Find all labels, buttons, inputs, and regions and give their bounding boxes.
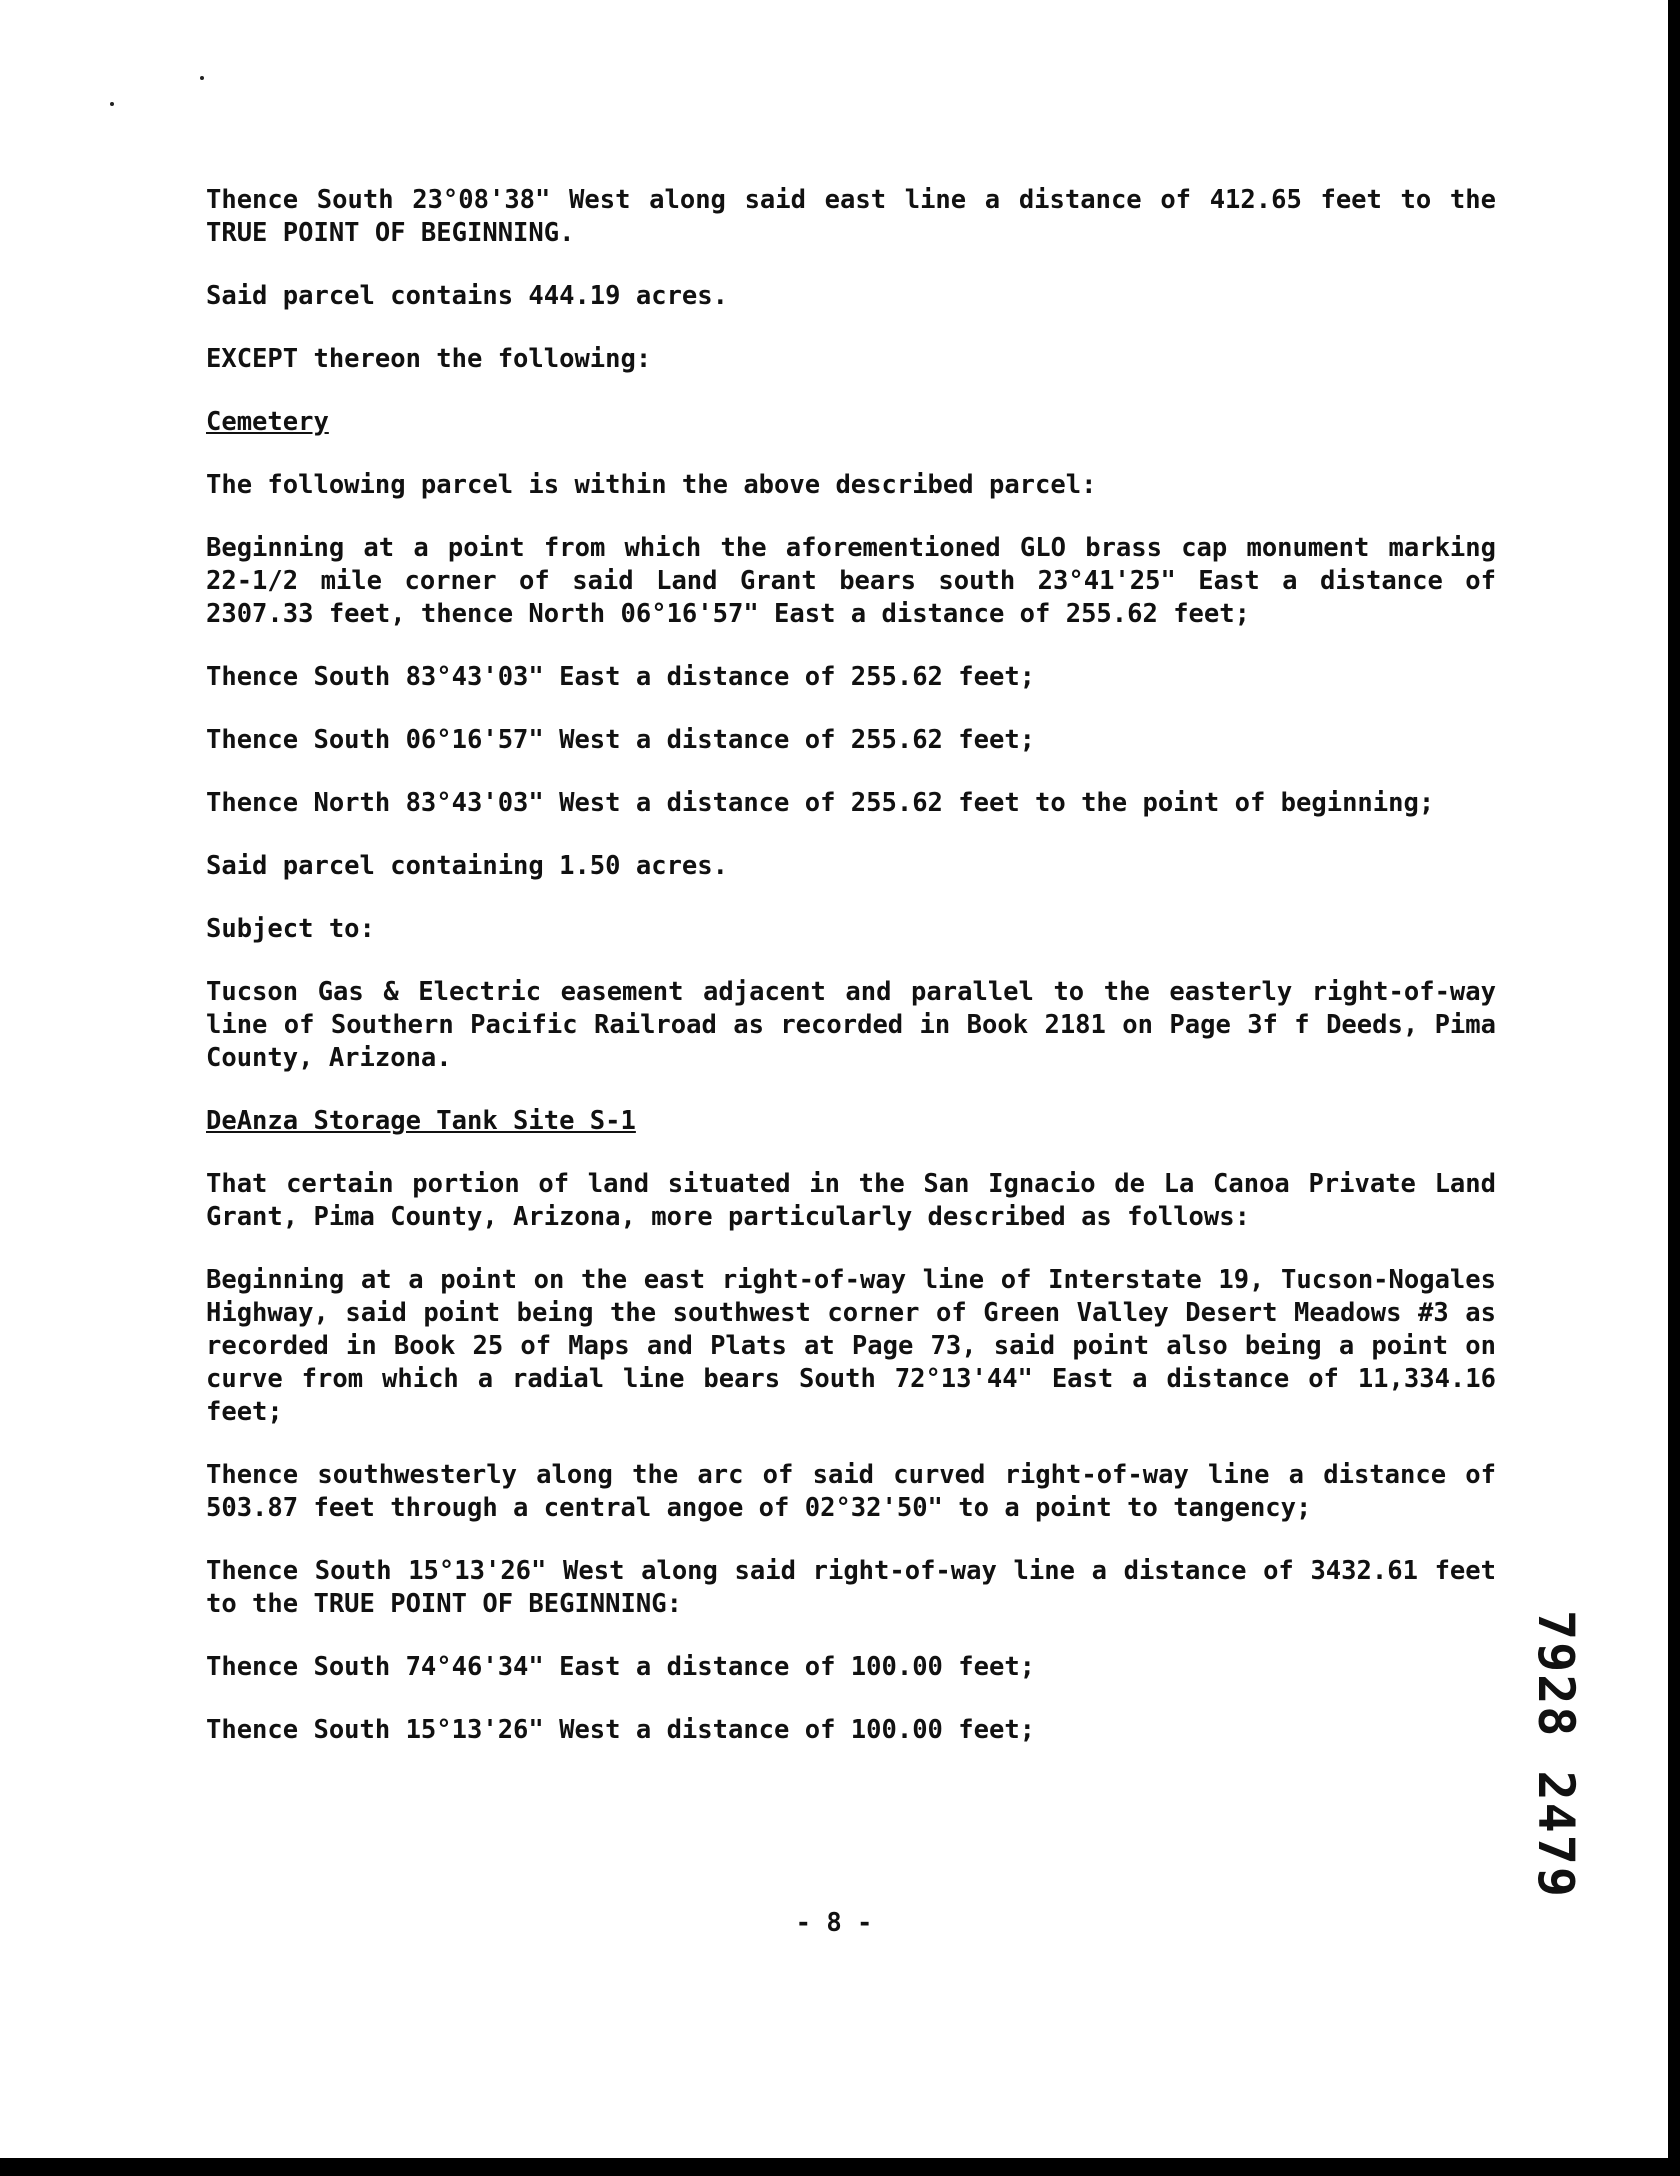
paragraph: Beginning at a point on the east right-of-way line of Interstate 19, Tucson-Nogales Highway, said point being the southwest corner of Green Valley Desert Meadows #3 as recorded in Book 25 of Maps and Plats at Page 73, said point also being a point on curve from which a radial line bears South 72°13'44" East a distance of 11,334.16 feet;: [206, 1265, 1496, 1427]
paragraph: Thence southwesterly along the arc of said curved right-of-way line a distance of 503.87 feet through a central angoe of 02°32'50" to a point to tangency;: [206, 1460, 1496, 1523]
page-number: - 8 -: [795, 1908, 873, 1938]
paragraph: Said parcel containing 1.50 acres.: [206, 851, 728, 881]
paragraph: The following parcel is within the above described parcel:: [206, 470, 1097, 500]
section-heading-cemetery: Cemetery: [206, 407, 329, 437]
scan-speck: [200, 76, 204, 80]
paragraph: That certain portion of land situated in the San Ignacio de La Canoa Private Land Grant, Pima County, Arizona, more particularly described as follows:: [206, 1169, 1496, 1232]
paragraph: Thence South 15°13'26" West a distance of 100.00 feet;: [206, 1715, 1036, 1745]
paragraph: Thence South 23°08'38" West along said east line a distance of 412.65 feet to the TRUE POINT OF BEGINNING.: [206, 185, 1496, 248]
paragraph: Tucson Gas & Electric easement adjacent and parallel to the easterly right-of-way line of Southern Pacific Railroad as recorded in Book 2181 on Page 3f f Deeds, Pima County, Arizona.: [206, 977, 1496, 1073]
paragraph: Thence South 06°16'57" West a distance of 255.62 feet;: [206, 725, 1036, 755]
section-heading-deanza: DeAnza Storage Tank Site S-1: [206, 1106, 636, 1136]
paragraph: EXCEPT thereon the following:: [206, 344, 652, 374]
paragraph: Thence South 15°13'26" West along said right-of-way line a distance of 3432.61 feet to the TRUE POINT OF BEGINNING:: [206, 1556, 1496, 1619]
side-stamp-number: 7928 2479: [1527, 1610, 1585, 1899]
paragraph: Thence South 83°43'03" East a distance of 255.62 feet;: [206, 662, 1036, 692]
paragraph: Thence North 83°43'03" West a distance of 255.62 feet to the point of beginning;: [206, 788, 1435, 818]
paragraph: Thence South 74°46'34" East a distance of 100.00 feet;: [206, 1652, 1036, 1682]
paragraph: Beginning at a point from which the aforementioned GLO brass cap monument marking 22-1/2 mile corner of said Land Grant bears south 23°41'25" East a distance of 2307.33 feet, thence North 06°16'57" East a distance of 255.62 feet;: [206, 533, 1496, 629]
paragraph: Subject to:: [206, 914, 375, 944]
scan-speck: [110, 102, 114, 106]
document-body: [206, 184, 1496, 1777]
paragraph: Said parcel contains 444.19 acres.: [206, 281, 728, 311]
